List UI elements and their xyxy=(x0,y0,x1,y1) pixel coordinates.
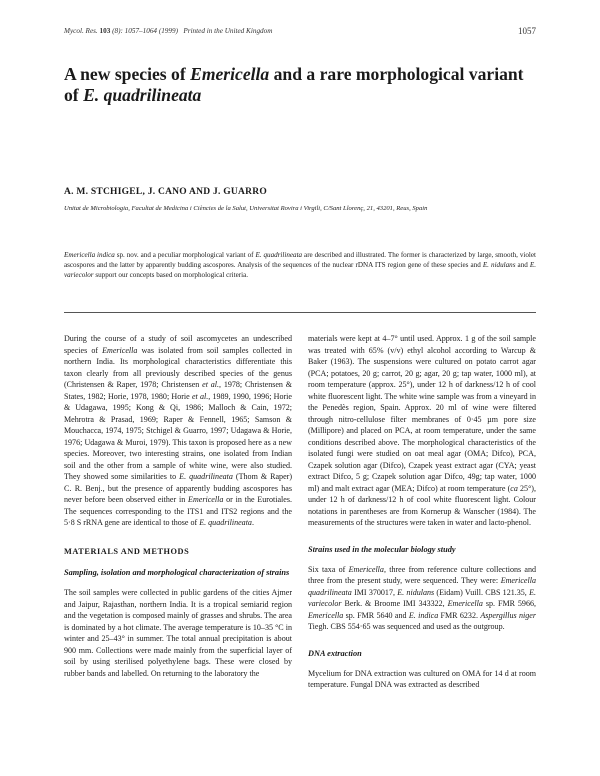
strains-text: sp. FMR 5640 and xyxy=(343,610,409,620)
intro-italic: Emericella xyxy=(188,495,224,504)
intro-italic: E. quadrilineata xyxy=(199,518,252,527)
abstract-text: are described and illustrated. The former is characterized by large, smooth, violet ascospores and the latter by apparently budding ascospores. Analysis of the sequences of the nuclear rDNA ITS region gene of these species and xyxy=(64,251,536,269)
strains-italic: Aspergillus niger xyxy=(480,610,537,620)
methods-paragraph: The soil samples were collected in public gardens of the cities Ajmer and Jaipur, Rajasthan, northern India. It is a tropical semiarid region and the vegetation is composed mainly of grasses and shrubs. The area is dominated by a hot climate. The average temperature is 10–35 °C in winter and 25–43° in summer. The total annual precipitation is about 900 mm. Collections were made mainly from the superficial layer of soil by using sterilised polyethylene bags. These were closed by rubber bands and labelled. On returning to the laboratory the xyxy=(64,588,292,678)
strains-italic: Emericella quadrilineata xyxy=(308,576,536,597)
running-head xyxy=(64,27,536,35)
abstract-species: E. variecolor xyxy=(64,260,536,279)
subsection-heading-dna-extraction: DNA extraction xyxy=(308,648,362,658)
dna-extraction-paragraph: Mycelium for DNA extraction was cultured on OMA for 14 d at room temperature. Fungal DNA was extracted as described xyxy=(308,668,536,689)
strains-italic: E. indica xyxy=(408,610,439,620)
title-text-1: A new species of xyxy=(64,64,191,84)
strains-italic: Emericella xyxy=(348,564,384,574)
article-title xyxy=(64,64,536,106)
intro-text: (Thom & Raper) C. R. Benj., but the presence of apparently budding ascospores has never before been observed either in xyxy=(64,472,292,504)
journal-issue-pages: (8): 1057–1064 (1999) xyxy=(112,27,178,35)
intro-italic: E. quadrilineata xyxy=(179,472,233,481)
printed-note: Printed in the United Kingdom xyxy=(183,27,273,35)
strains-text: IMI 370017, xyxy=(351,587,398,597)
introduction-paragraph xyxy=(64,333,292,529)
strains-text: sp. FMR 5966, xyxy=(482,599,536,608)
culture-text: 25°), under 12 h of darkness/12 h of cool white fluorescent light. Colour notations in parentheses are from Kornerup & Wanscher (1984). The measurements of the structures were taken in water and lacto-phenol. xyxy=(308,483,536,527)
strains-italic: E. variecolor xyxy=(308,587,536,608)
culture-text: materials were kept at 4–7° until used. Approx. 1 g of the soil sample was treated with 65% (v/v) ethyl alcohol according to Warcup & Baker (1963). The suspensions were cultured on potato carrot agar (PCA; potatoes, 20 g; carrot, 20 g; agar, 20 g; tap water, 1000 ml), at room temperature (approx. 25°), under 12 h of darkness/12 h of cool white fluorescent light. The white wine sample was from a vineyard in the Penedès region, Spain. Approx. 20 ml of wine were filtered through nitro-cellulose filter membranes of 0·45 µm pore size (Millipore) and placed on PCA, at room temperature, under the same conditions described above. The morphological characteristics of the isolated fungi were studied on oat meal agar (OMA; Difco), PCA, Czapek solution agar (Difco), Czapek yeast extract agar (CYA; yeast extract Difco, 5 g; Czapek solution agar Difco, 49g; tap water, 1000 ml) and malt extract agar (MEA; Difco) at room temperature ( xyxy=(308,334,536,493)
intro-text: During the course of a study of soil ascomycetes an undescribed species of xyxy=(64,334,292,355)
abstract-divider xyxy=(64,312,536,313)
abstract-text: sp. nov. and a peculiar morphological variant of xyxy=(114,251,256,259)
strains-text: Tiegh. CBS 554·65 was sequenced and used as the outgroup. xyxy=(308,622,505,631)
title-species: E. quadrilineata xyxy=(83,85,202,105)
journal-name: Mycol. Res. xyxy=(64,27,98,35)
abstract xyxy=(64,251,536,280)
abstract-text: and xyxy=(515,260,530,269)
left-column xyxy=(64,333,292,679)
strains-text: (Eidam) Vuill. CBS 121.35, xyxy=(434,587,530,597)
affiliation: Unitat de Microbiologia, Facultat de Medicina i Ciències de la Salut, Universitat Rovira i Virgili, C/Sant Llorenç, 21, 43201, Reus, Spain xyxy=(64,205,428,212)
intro-italic: et al. xyxy=(191,391,209,401)
strains-italic: E. nidulans xyxy=(397,587,435,597)
abstract-species: E. nidulans xyxy=(482,260,516,269)
strains-italic: Emericella xyxy=(308,610,344,620)
intro-text: . xyxy=(251,518,254,527)
strains-paragraph xyxy=(308,564,536,633)
intro-text: was isolated from soil samples collected in northern India. Its morphological characteristics differentiate this taxon clearly from all previously described species of the genus (Christensen & Raper, 1978; Christensen xyxy=(64,345,293,389)
title-text-2: and a rare morphological variant of xyxy=(64,64,524,105)
section-heading-methods: MATERIALS AND METHODS xyxy=(64,546,190,556)
strains-text: FMR 6232. xyxy=(438,610,481,620)
subsection-heading-sampling: Sampling, isolation and morphological characterization of strains xyxy=(64,568,290,577)
strains-italic: Emericella xyxy=(447,599,483,608)
abstract-species: Emericella indica xyxy=(64,251,115,259)
subsection-heading-strains: Strains used in the molecular biology study xyxy=(308,544,456,554)
intro-text: or in the Eurotiales. The sequences corresponding to the ITS1 and ITS2 regions and the 5·8 S rRNA gene are identical to those of xyxy=(64,495,292,527)
title-genus: Emericella xyxy=(190,64,270,84)
intro-italic: et al. xyxy=(202,380,220,389)
intro-text: , 1978; Christensen & States, 1982; Horie, 1978, 1980; Horie xyxy=(64,380,292,401)
culture-paragraph xyxy=(308,333,536,529)
strains-text: Six taxa of xyxy=(308,564,349,574)
page-number: 1057 xyxy=(518,26,536,36)
strains-text: Berk. & Broome IMI 343322, xyxy=(341,599,448,608)
abstract-text: support our concepts based on morphological criteria. xyxy=(93,270,249,279)
culture-italic: ca xyxy=(510,483,518,493)
right-column xyxy=(308,333,536,691)
abstract-variant: E. quadrilineata xyxy=(255,251,303,259)
intro-text: , 1989, 1990, 1996; Horie & Udagawa, 1995; Kong & Qi, 1986; Malloch & Cain, 1972; Mehrotra & Prasad, 1969; Raper & Fennell, 1965; Samson & Mouchacca, 1974, 1975; Stchigel & Guarro, 1997; Udagawa & Horie, 1976; Udagawa & Muroi, 1979). This taxon is proposed here as a new species. Moreover, two interesting strains, one isolated from Indian soil and the other from a sample of white wine, were also studied. They showed some similarities to xyxy=(64,391,292,481)
intro-italic: Emericella xyxy=(102,345,138,355)
author-list: A. M. STCHIGEL, J. CANO AND J. GUARRO xyxy=(64,187,267,197)
strains-text: , three from reference culture collections and three from the present study, were sequenced. They were: xyxy=(308,564,537,585)
journal-volume: 103 xyxy=(99,27,111,35)
